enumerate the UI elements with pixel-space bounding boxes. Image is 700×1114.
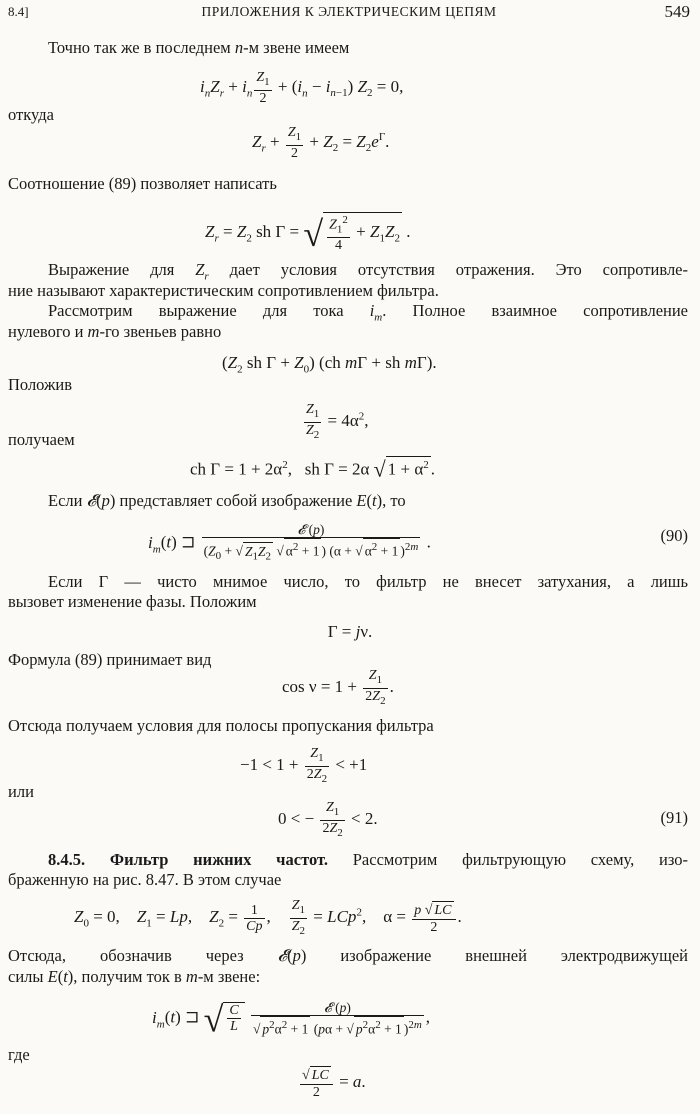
equation-number: (90)	[660, 526, 688, 545]
running-title: ПРИЛОЖЕНИЯ К ЭЛЕКТРИЧЕСКИМ ЦЕПЯМ	[201, 4, 497, 19]
equation-ch-sh: ch $\Gamma = 1 + 2\alpha^2$, sh Γ = 2α √ $1 + \alpha^2$ .	[190, 456, 435, 482]
text-line: нулевого и m-го звеньев равно	[8, 322, 222, 341]
text-line: Отсюда, обозначив через 𝓔(p) изображение внешней электродвижущей	[8, 946, 688, 965]
text-line: откуда	[8, 105, 54, 124]
text-line: силы E(t), получим ток в m-м звене:	[8, 967, 261, 986]
equation-lowpass-params: $Z_0 = 0$, $Z_1 = Lp$, $Z_2$ = $\frac{1}{Cp}$ , $\frac{Z_1}{Z_2}$ = LCp$^2$, α = $\frac{p √ LC}{2}$ .	[74, 898, 462, 937]
equation-passband-2: 0 < − $\frac{Z_1}{2Z_2}$ < 2.	[278, 800, 378, 839]
text-line: Если Γ — чисто мнимое число, то фильтр не внесет затухания, а лишь	[48, 572, 688, 591]
equation-lowpass-current: $i_m(t)$ ⊐ √ $\frac{C}{L}$ 𝓔 (p) √ $p^2\alpha^2 + 1$ (pα + √ $p^2\alpha^2 + 1$ )$^{2m}$ ,	[152, 999, 431, 1040]
text-line: Если 𝓔(p) представляет собой изображение E(t), то	[48, 491, 406, 510]
text-line: ние называют характеристическим сопротивлением фильтра.	[8, 281, 439, 300]
equation-characteristic-impedance: $Z_r = Z_2$ sh Γ = √ $\frac{Z_1^2}{4}$ + $Z_1Z_2$ .	[205, 214, 411, 255]
section-heading: 8.4.5. Фильтр нижних частот.	[48, 850, 328, 869]
text-line: Точно так же в последнем n-м звене имеем	[48, 38, 350, 57]
equation-current-general: $i_m(t)$ ⊐ 𝓔 (p) ($Z_0$ + √ $Z_1Z_2$ √ $\alpha^2 + 1$ ) (α + √ $\alpha^2 + 1$ )$^{2m}$ .	[148, 522, 431, 565]
page-number: 549	[664, 2, 690, 21]
page-header	[8, 2, 690, 24]
text-line: Выражение для $Z_r$ дает условия отсутствия отражения. Это сопротивле-	[48, 260, 688, 283]
equation-gamma-imag: Γ = jν.	[327, 622, 373, 641]
section-heading-line: 8.4.5. Фильтр нижних частот. Рассмотрим фильтрующую схему, изо-	[48, 850, 688, 869]
text-line: Отсюда получаем условия для полосы пропускания фильтра	[8, 716, 434, 735]
text-line: получаем	[8, 430, 75, 449]
text-line: или	[8, 782, 34, 801]
equation-passband-1: −1 < 1 + $\frac{Z_1}{2Z_2}$ < +1	[240, 746, 368, 785]
text-line: Рассмотрим выражение для тока $i_m$. Полное взаимное сопротивление	[48, 301, 689, 324]
text-line: Соотношение (89) позволяет написать	[8, 174, 277, 193]
equation-cos-nu: cos ν = 1 + $\frac{Z_1}{2Z_2}$ .	[282, 668, 394, 707]
equation-mutual-impedance: ($Z_2$ sh $\Gamma + Z_0$) (ch mΓ + sh mΓ).	[222, 353, 437, 376]
equation-number: (91)	[660, 808, 688, 827]
section-number: 8.4]	[8, 4, 29, 19]
equation-last-link: $i_nZ_r + i_n$ $\frac{Z_1}{2}$ + $(i_n - i_{n-1}) Z_2 = 0$,	[200, 70, 404, 106]
equation-zr: $Z_r$ + $\frac{Z_1}{2}$ + $Z_2 = Z_2e^\Gamma$.	[252, 125, 390, 161]
equation-a-def: $\frac{√ LC}{2}$ = a.	[302, 1068, 366, 1100]
text-line: вызовет изменение фазы. Положим	[8, 592, 257, 611]
text-line: Положив	[8, 375, 73, 394]
text-line: Формула (89) принимает вид	[8, 650, 212, 669]
equation-alpha-def: $\frac{Z_1}{Z_2}$ = $4\alpha^2$,	[306, 402, 369, 441]
text-line: браженную на рис. 8.47. В этом случае	[8, 870, 282, 889]
text-line: где	[8, 1045, 30, 1064]
